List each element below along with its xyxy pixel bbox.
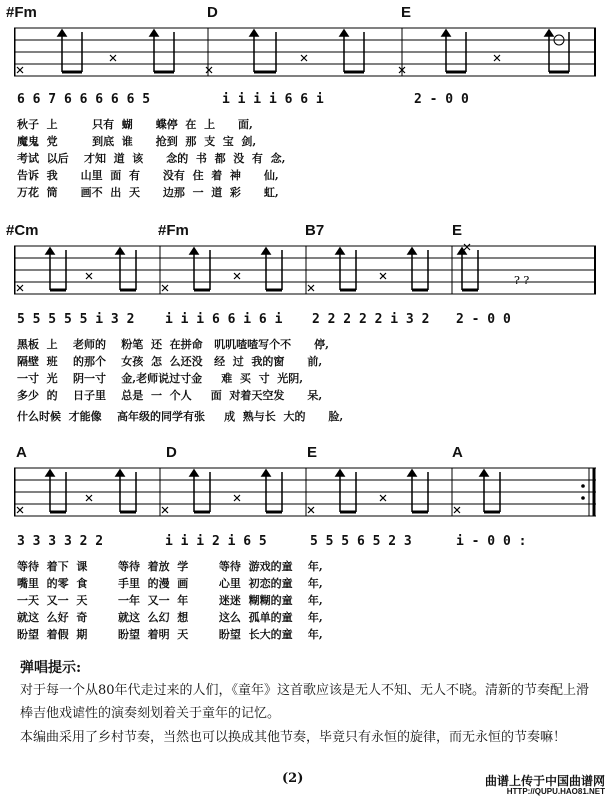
chord-1-2: D [207,4,218,21]
notation-3-2: i i i 2 i 6 5 [165,534,267,549]
rhythm-staff-3-svg [14,460,596,524]
notation-3-1: 3 3 3 3 2 2 [17,534,104,549]
lyric-2-5: 什么时候 才能像 高年级的同学有张 成 熟与长 大的 脸, [17,410,344,423]
svg-text:? ?: ? ? [514,274,530,287]
notation-2-1: 5 5 5 5 5 i 3 2 [17,312,135,327]
chord-3-1: A [16,444,27,461]
chord-1-3: E [401,4,412,21]
lyric-3-1: 等待 着下 课 等待 着放 学 等待 游戏的童 年, [17,560,323,573]
chord-2-4: E [452,222,463,239]
lyric-2-3: 一寸 光 阴一寸 金,老师说过寸金 难 买 寸 光阴, [17,372,304,385]
notation-2-2: i i i 6 6 i 6 i [165,312,283,327]
lyric-3-4: 就这 么好 奇 就这 么幻 想 这么 孤单的童 年, [17,611,323,624]
chord-3-2: D [166,444,177,461]
rhythm-staff-1 [14,20,596,84]
lyric-1-5: 万花 筒 画不 出 天 边那 一 道 彩 虹, [17,186,279,199]
hints-paragraph-1: 对于每一个从80年代走过来的人们，《童年》这首歌应该是无人不知、无人不晓。清新的节奏配上滑棒吉他戏谑性的演奏刻划着关于童年的记忆。 [20,683,590,721]
page-number: (2) [282,771,304,786]
notation-2-3: 2 2 2 2 2 i 3 2 [312,312,430,327]
lyric-2-4: 多少 的 日子里 总是 一 个人 面 对着天空发 呆, [17,389,323,402]
watermark-line-2: HTTP://QUPU.HAO81.NET [506,787,605,796]
chord-1-1: #Fm [6,4,37,21]
lyric-2-2: 隔壁 班 的那个 女孩 怎 么还没 经 过 我的窗 前, [17,355,323,368]
chord-2-2: #Fm [158,222,189,239]
lyric-3-2: 嘴里 的零 食 手里 的漫 画 心里 初恋的童 年, [17,577,323,590]
chord-3-3: E [307,444,318,461]
notation-1-3: 2 - 0 0 [414,92,469,107]
hints-title: 弹唱提示: [20,660,82,676]
notation-1-1: 6 6 7 6 6 6 6 6 5 [17,92,151,107]
rhythm-staff-1-svg [14,20,596,84]
lyric-2-1: 黑板 上 老师的 粉笔 还 在拼命 叽叽喳喳写个不 停, [17,338,329,351]
hints-paragraph-2: 本编曲采用了乡村节奏，当然也可以换成其他节奏，毕竟只有永恒的旋律，而无永恒的节奏嘛！ [20,730,567,745]
chord-3-4: A [452,444,463,461]
watermark-line-1: 曲谱上传于中国曲谱网 [484,774,605,788]
notation-3-4: i - 0 0 : [456,534,527,549]
notation-2-4: 2 - 0 0 [456,312,511,327]
notation-3-3: 5 5 5 6 5 2 3 [310,534,412,549]
rhythm-staff-2-svg [14,238,596,302]
chord-2-3: B7 [305,222,325,239]
lyric-1-1: 秋子 上 只有 蝴 蝶停 在 上 面, [17,118,253,131]
lyric-3-5: 盼望 着假 期 盼望 着明 天 盼望 长大的童 年, [17,628,323,641]
lyric-1-4: 告诉 我 山里 面 有 没有 住 着 神 仙, [17,169,279,182]
lyric-1-2: 魔鬼 党 到底 谁 抢到 那 支 宝 剑, [17,135,257,148]
rhythm-staff-2 [14,238,596,302]
lyric-3-3: 一天 又一 天 一年 又一 年 迷迷 糊糊的童 年, [17,594,323,607]
chord-2-1: #Cm [6,222,39,239]
rhythm-staff-3 [14,460,596,524]
notation-1-2: i i i i 6 6 i [222,92,324,107]
lyric-1-3: 考试 以后 才知 道 该 念的 书 都 没 有 念, [17,152,286,165]
